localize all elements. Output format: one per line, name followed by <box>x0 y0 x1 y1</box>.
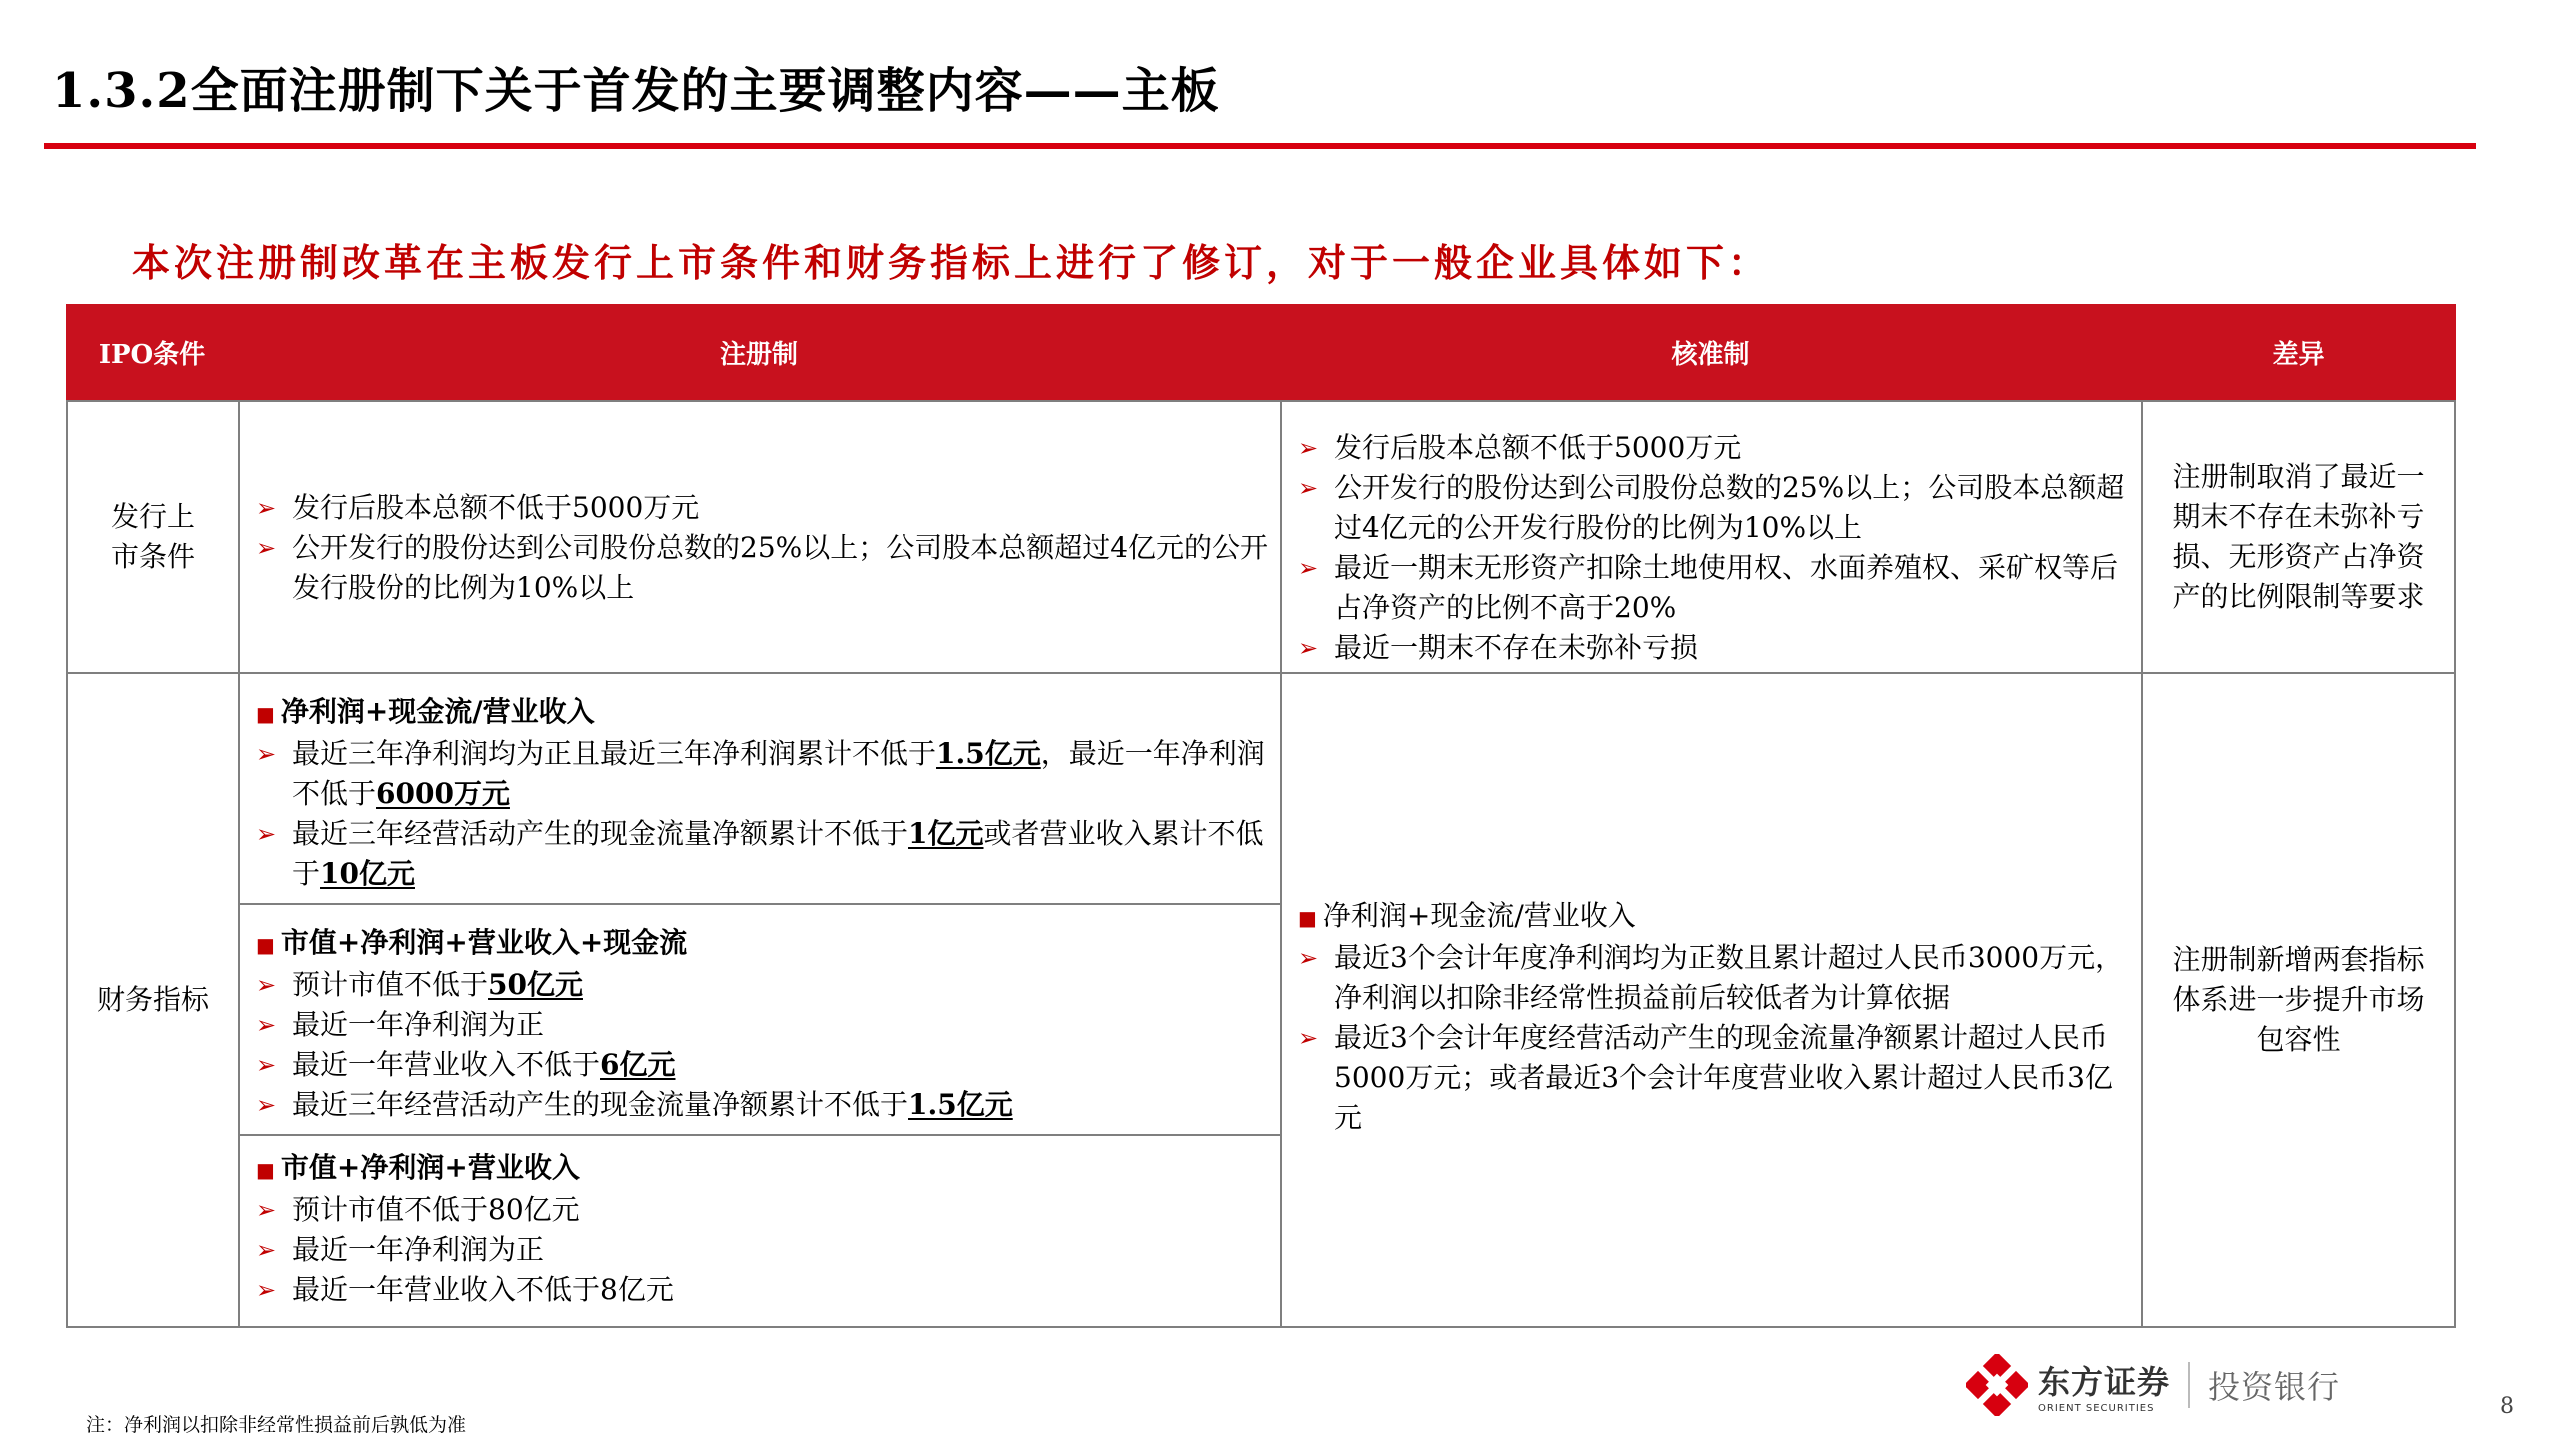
list-item: ➢ 公开发行的股份达到公司股份总数的25%以上；公司股本总额超过4亿元的公开发行股份的比例为10%以上 <box>1298 468 2135 548</box>
column-header-difference: 差异 <box>2141 304 2456 400</box>
column-header-ipo: IPO条件 <box>66 304 238 400</box>
arrow-bullet-icon: ➢ <box>256 1196 277 1224</box>
orient-securities-logo-icon <box>1966 1354 2028 1416</box>
intro-subtitle: 本次注册制改革在主板发行上市条件和财务指标上进行了修订，对于一般企业具体如下： <box>132 240 1771 285</box>
registration-standard-2 <box>238 903 1282 1136</box>
list-item: ➢ 预计市值不低于50亿元 <box>256 965 1274 1005</box>
registration-standard-1 <box>238 672 1282 905</box>
title-divider <box>44 143 2476 149</box>
listing-conditions-difference-cell: 注册制取消了最近一期末不存在未弥补亏损、无形资产占净资产的比例限制等要求 <box>2141 400 2456 674</box>
standard-title: ■ 市值+净利润+营业收入+现金流 <box>256 926 688 959</box>
list-item: ➢ 最近一年营业收入不低于6亿元 <box>256 1045 1274 1085</box>
logo-divider <box>2188 1362 2190 1408</box>
arrow-bullet-icon: ➢ <box>256 494 277 522</box>
standard-title: ■ 市值+净利润+营业收入 <box>256 1151 580 1184</box>
standard-title: ■ 净利润+现金流/营业收入 <box>1298 899 1636 932</box>
arrow-bullet-icon: ➢ <box>1298 944 1319 972</box>
list-item: ➢ 公开发行的股份达到公司股份总数的25%以上；公司股本总额超过4亿元的公开发行股份的比例为10%以上 <box>256 528 1274 608</box>
list-item: ➢ 预计市值不低于80亿元 <box>256 1190 1274 1230</box>
listing-conditions-approval-cell <box>1280 400 2143 674</box>
list-item: ➢ 最近三年经营活动产生的现金流量净额累计不低于1.5亿元 <box>256 1085 1274 1125</box>
list-item: ➢ 最近3个会计年度经营活动产生的现金流量净额累计超过人民币5000万元；或者最近3个会计年度营业收入累计超过人民币3亿元 <box>1298 1018 2135 1138</box>
list-item: ➢ 最近三年净利润均为正且最近三年净利润累计不低于1.5亿元，最近一年净利润不低于6000万元 <box>256 734 1274 814</box>
ipo-comparison-table <box>66 304 2456 1328</box>
financial-indicators-approval-cell <box>1280 672 2143 1328</box>
row-label-financial-indicators: 财务指标 <box>66 672 240 1328</box>
standard-title: ■ 净利润+现金流/营业收入 <box>256 695 595 728</box>
square-bullet-icon: ■ <box>256 702 275 726</box>
arrow-bullet-icon: ➢ <box>256 740 277 768</box>
page-number: 8 <box>2500 1394 2514 1419</box>
arrow-bullet-icon: ➢ <box>256 1276 277 1304</box>
list-item: ➢ 发行后股本总额不低于5000万元 <box>256 488 1274 528</box>
arrow-bullet-icon: ➢ <box>256 1236 277 1264</box>
arrow-bullet-icon: ➢ <box>256 534 277 562</box>
brand-name-english: ORIENT SECURITIES <box>2038 1402 2155 1414</box>
list-item: ➢ 最近一期末无形资产扣除土地使用权、水面养殖权、采矿权等后占净资产的比例不高于20% <box>1298 548 2135 628</box>
arrow-bullet-icon: ➢ <box>1298 1024 1319 1052</box>
square-bullet-icon: ■ <box>256 1158 275 1182</box>
square-bullet-icon: ■ <box>256 933 275 957</box>
footnote: 注：净利润以扣除非经常性损益前后孰低为准 <box>86 1414 467 1436</box>
list-item: ➢ 最近一年净利润为正 <box>256 1230 1274 1270</box>
arrow-bullet-icon: ➢ <box>256 971 277 999</box>
list-item: ➢ 发行后股本总额不低于5000万元 <box>1298 428 2135 468</box>
arrow-bullet-icon: ➢ <box>256 1051 277 1079</box>
page-title: 1.3.2全面注册制下关于首发的主要调整内容——主板 <box>52 63 1220 119</box>
row-label-listing-conditions: 发行上市条件 <box>66 400 240 674</box>
square-bullet-icon: ■ <box>1298 906 1317 930</box>
arrow-bullet-icon: ➢ <box>1298 474 1319 502</box>
list-item: ➢ 最近三年经营活动产生的现金流量净额累计不低于1亿元或者营业收入累计不低于10亿元 <box>256 814 1274 894</box>
list-item: ➢ 最近3个会计年度净利润均为正数且累计超过人民币3000万元，净利润以扣除非经常性损益前后较低者为计算依据 <box>1298 938 2135 1018</box>
division-name: 投资银行 <box>2208 1368 2341 1406</box>
registration-standard-3 <box>238 1134 1282 1328</box>
column-header-approval: 核准制 <box>1280 304 2141 400</box>
list-item: ➢ 最近一期末不存在未弥补亏损 <box>1298 628 2135 668</box>
arrow-bullet-icon: ➢ <box>1298 434 1319 462</box>
arrow-bullet-icon: ➢ <box>256 1011 277 1039</box>
column-header-registration: 注册制 <box>238 304 1280 400</box>
list-item: ➢ 最近一年净利润为正 <box>256 1005 1274 1045</box>
listing-conditions-registration-cell <box>238 400 1282 674</box>
arrow-bullet-icon: ➢ <box>256 820 277 848</box>
arrow-bullet-icon: ➢ <box>1298 554 1319 582</box>
arrow-bullet-icon: ➢ <box>256 1091 277 1119</box>
brand-logo <box>1966 1354 2386 1416</box>
list-item: ➢ 最近一年营业收入不低于8亿元 <box>256 1270 1274 1310</box>
financial-indicators-difference-cell: 注册制新增两套指标体系进一步提升市场包容性 <box>2141 672 2456 1328</box>
brand-name: 东方证券 <box>2038 1362 2171 1401</box>
arrow-bullet-icon: ➢ <box>1298 634 1319 662</box>
